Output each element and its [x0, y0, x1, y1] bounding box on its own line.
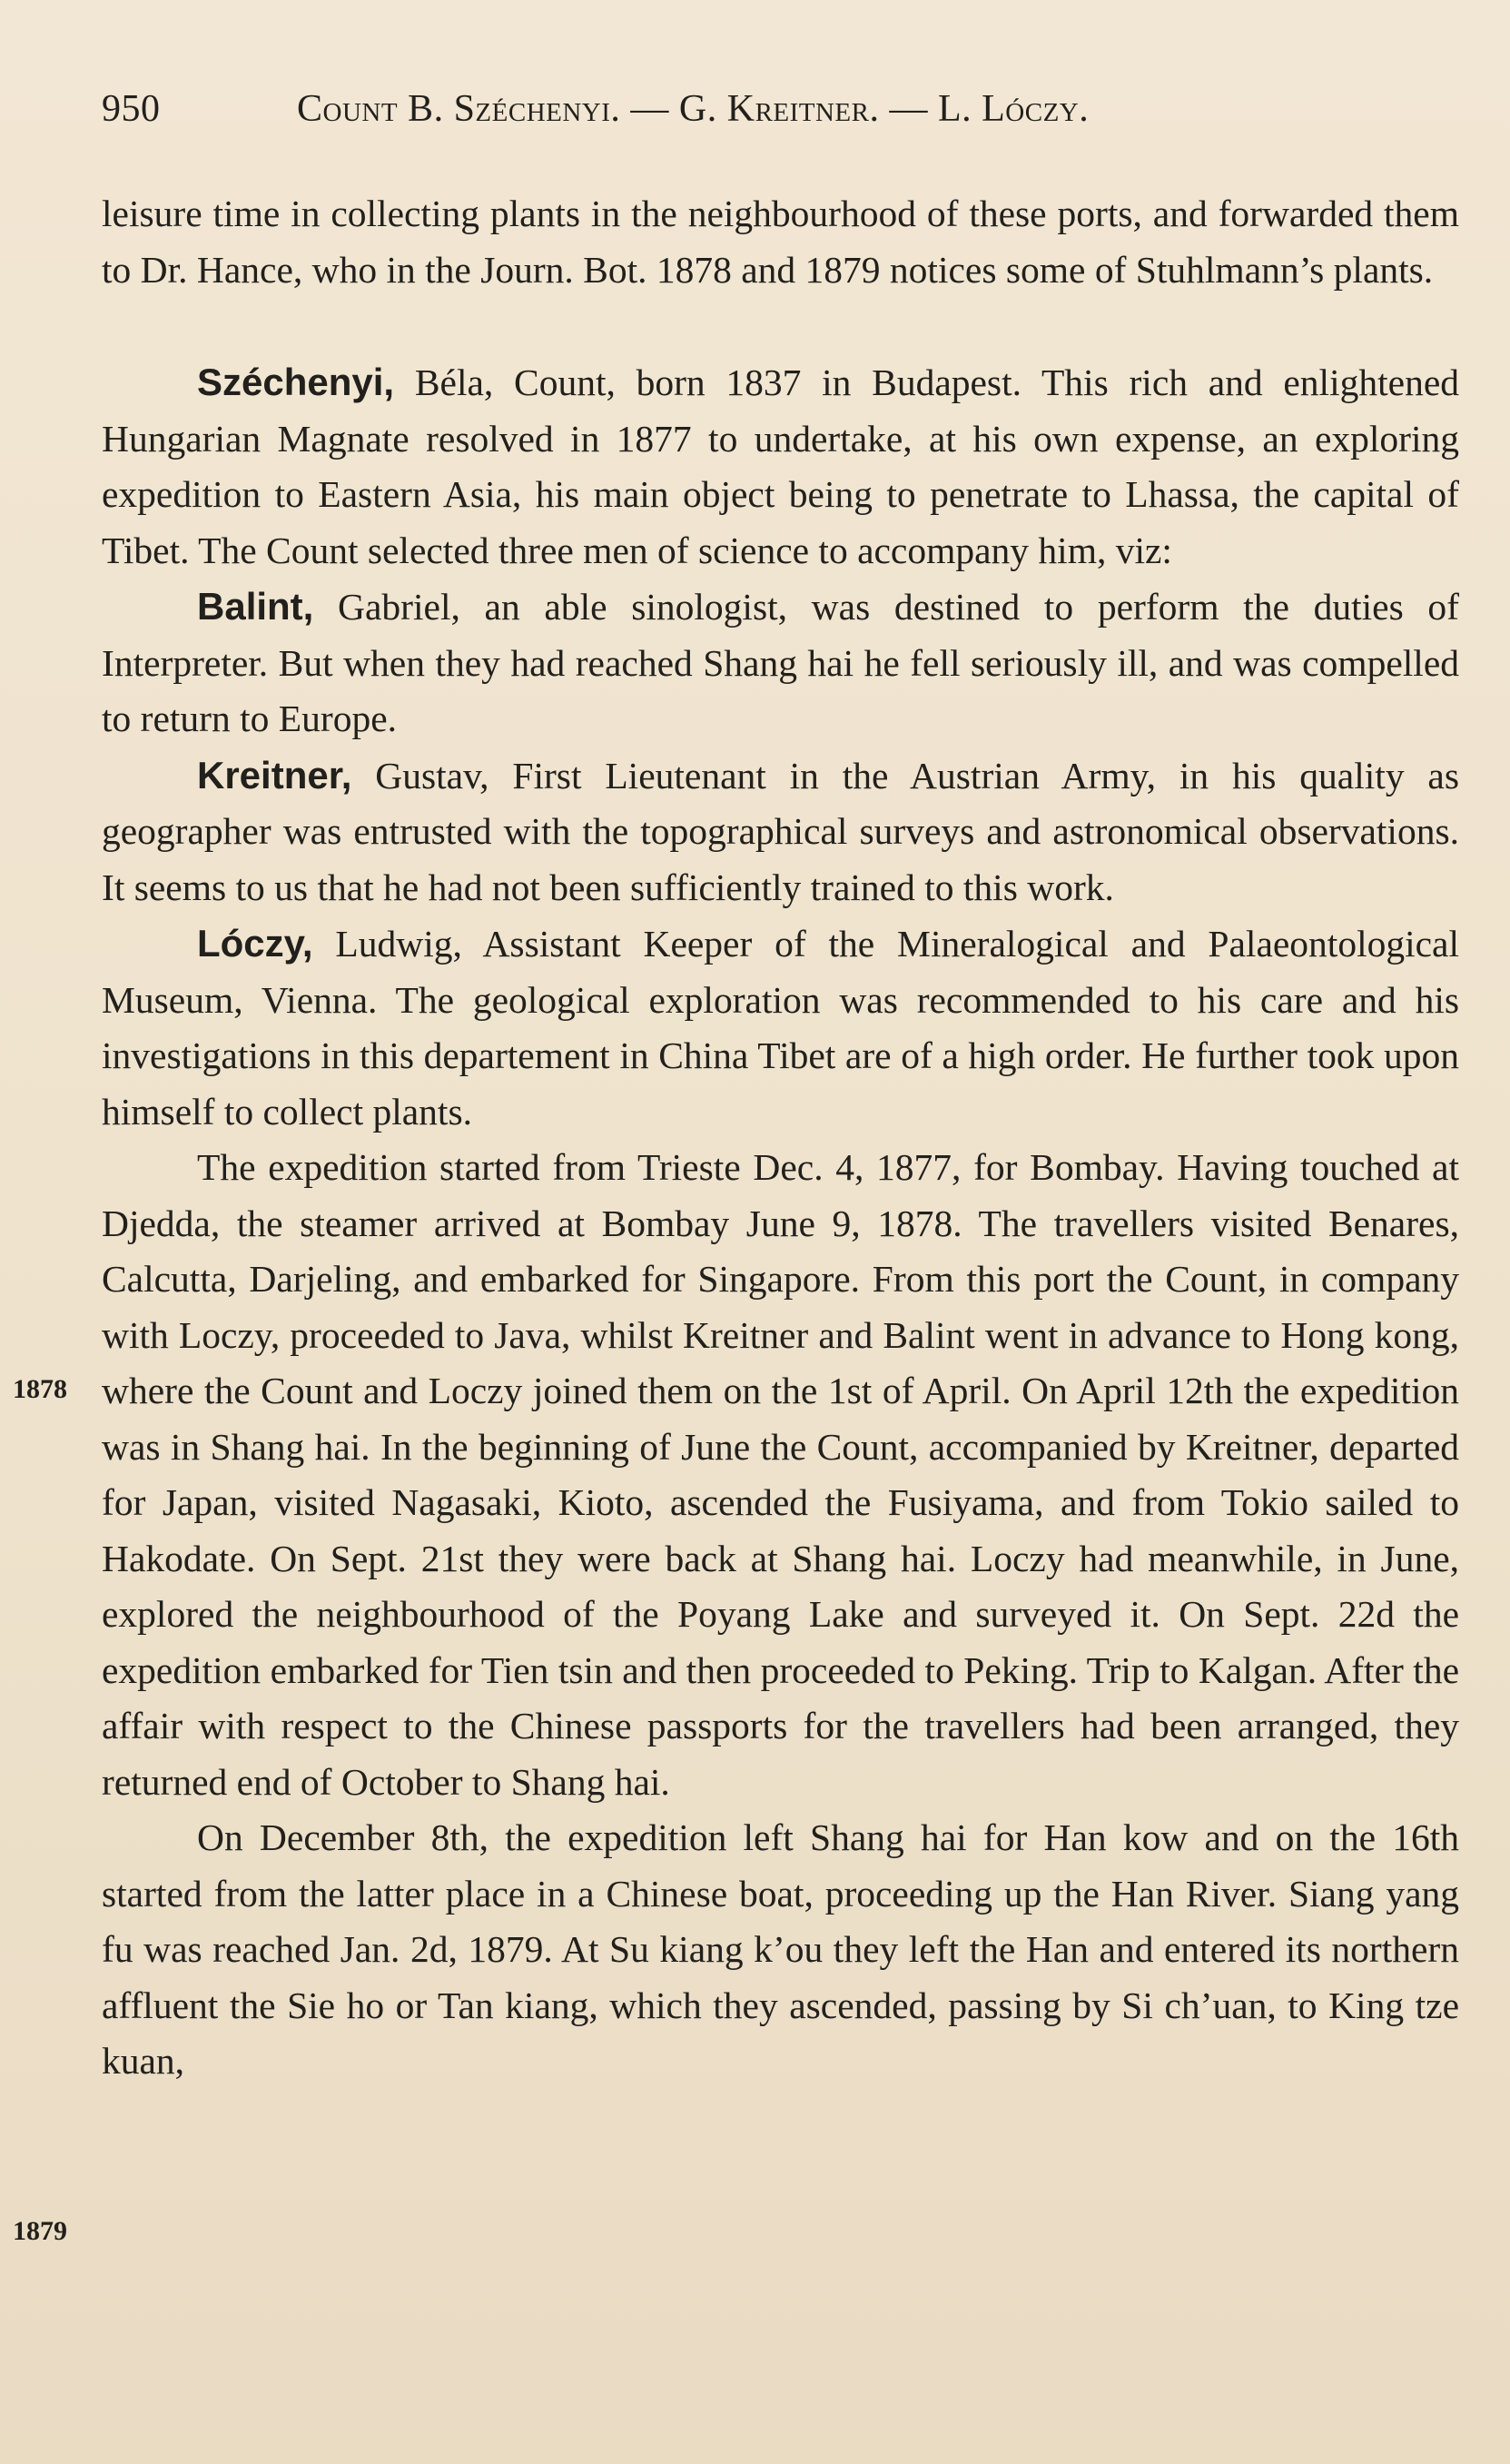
paragraph-szechenyi [102, 354, 1459, 579]
entry-name-loczy: Lóczy, [197, 922, 313, 965]
entry-text-kreitner: Gustav, First Lieutenant in the Austrian Army, in his quality as geographer was entrusted with the topographical surveys and astronomical observations. It seems to us that he had not been sufficiently trained to this work. [102, 754, 1459, 908]
entry-name-szechenyi: Széchenyi, [197, 361, 395, 403]
margin-year-1879: 1879 [13, 2216, 67, 2246]
margin-year-1878: 1878 [13, 1374, 67, 1404]
entry-name-balint: Balint, [197, 585, 314, 628]
paragraph-expedition-start: The expedition started from Trieste Dec. 4, 1877, for Bombay. Having touched at Djedda, the steamer arrived at Bombay June 9, 1878. The travellers visited Benares, Calcutta, Darjeling, and embarked for Singapore. From this port the Count, in company with Loczy, proceeded to Java, whilst Kreitner and Balint went in advance to Hong kong, where the Count and Loczy joined them on the 1st of April. On April 12th the expedition was in Shang hai. In the beginning of June the Count, accompanied by Kreitner, departed for Japan, visited Nagasaki, Kioto, ascended the Fusiyama, and from Tokio sailed to Hakodate. On Sept. 21st they were back at Shang hai. Loczy had meanwhile, in June, explored the neighbourhood of the Poyang Lake and surveyed it. On Sept. 22d the expedition embarked for Tien tsin and then proceeded to Peking. Trip to Kalgan. After the affair with respect to the Chinese passports for the travellers had been arranged, they returned end of October to Shang hai. [102, 1146, 1459, 1803]
page-number: 950 [102, 88, 161, 130]
paragraph-kreitner [102, 747, 1459, 916]
entry-name-kreitner: Kreitner, [197, 753, 352, 797]
paragraph-balint [102, 579, 1459, 747]
body-text [102, 186, 1459, 2090]
paragraph-continuation: leisure time in collecting plants in the neighbourhood of these ports, and forwarded them to Dr. Hance, who in the Journ. Bot. 1878 and 1879 notices some of Stuhlmann’s plants. [102, 193, 1459, 291]
paragraph-loczy [102, 915, 1459, 1140]
entry-text-szechenyi: Béla, Count, born 1837 in Budapest. This rich and enlightened Hungarian Magnate resolved in 1877 to undertake, at his own expense, an exploring expedition to Eastern Asia, his main object being to penetrate to Lhassa, the capital of Tibet. The Count selected three men of science to accompany him, viz: [102, 361, 1459, 571]
entry-text-loczy: Ludwig, Assistant Keeper of the Mineralogical and Palaeontological Museum, Vienna. The geological exploration was recommended to his care and his investigations in this departement in China Tibet are of a high order. He further took upon himself to collect plants. [102, 923, 1459, 1133]
paragraph-han-river: On December 8th, the expedition left Shang hai for Han kow and on the 16th started from the latter place in a Chinese boat, proceeding up the Han River. Siang yang fu was reached Jan. 2d, 1879. At Su kiang k’ou they left the Han and entered its northern affluent the Sie ho or Tan kiang, which they ascended, passing by Si ch’uan, to King tze kuan, [102, 1816, 1459, 2082]
running-title: Count B. Széchenyi. — G. Kreitner. — L. Lóczy. [297, 88, 1090, 130]
entry-text-balint: Gabriel, an able sinologist, was destined to perform the duties of Interpreter. But when they had reached Shang hai he fell seriously ill, and was compelled to return to Europe. [102, 586, 1459, 739]
